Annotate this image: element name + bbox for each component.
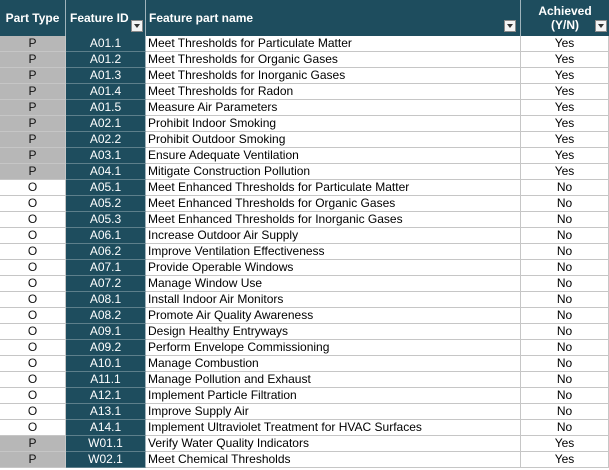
table-row — [0, 452, 609, 468]
achieved-cell[interactable]: Yes — [521, 132, 609, 148]
feature-name-cell[interactable]: Prohibit Indoor Smoking — [146, 116, 521, 132]
part-type-cell[interactable]: P — [0, 84, 66, 100]
feature-id-cell[interactable]: A09.1 — [66, 324, 146, 340]
feature-name-filter-button[interactable] — [504, 20, 516, 32]
feature-id-cell[interactable]: A05.3 — [66, 212, 146, 228]
achieved-cell[interactable]: Yes — [521, 452, 609, 468]
feature-name-cell[interactable]: Verify Water Quality Indicators — [146, 436, 521, 452]
feature-name-cell[interactable]: Promote Air Quality Awareness — [146, 308, 521, 324]
chevron-down-icon — [134, 24, 140, 28]
feature-id-cell[interactable]: A13.1 — [66, 404, 146, 420]
feature-name-cell[interactable]: Install Indoor Air Monitors — [146, 292, 521, 308]
feature-name-cell[interactable]: Ensure Adequate Ventilation — [146, 148, 521, 164]
table-row — [0, 212, 609, 228]
feature-id-cell[interactable]: A09.2 — [66, 340, 146, 356]
feature-name-cell[interactable]: Provide Operable Windows — [146, 260, 521, 276]
feature-name-cell[interactable]: Meet Thresholds for Particulate Matter — [146, 36, 521, 52]
chevron-down-icon — [598, 24, 604, 28]
feature-name-cell[interactable]: Increase Outdoor Air Supply — [146, 228, 521, 244]
feature-name-cell[interactable]: Implement Particle Filtration — [146, 388, 521, 404]
table-row — [0, 292, 609, 308]
part-type-cell[interactable]: O — [0, 340, 66, 356]
feature-name-cell[interactable]: Prohibit Outdoor Smoking — [146, 132, 521, 148]
part-type-cell[interactable]: P — [0, 52, 66, 68]
feature-id-cell[interactable]: A12.1 — [66, 388, 146, 404]
part-type-cell[interactable]: O — [0, 196, 66, 212]
feature-name-cell[interactable]: Improve Ventilation Effectiveness — [146, 244, 521, 260]
feature-id-cell[interactable]: A07.1 — [66, 260, 146, 276]
feature-name-cell[interactable]: Mitigate Construction Pollution — [146, 164, 521, 180]
achieved-cell[interactable]: No — [521, 372, 609, 388]
feature-id-cell[interactable]: A08.1 — [66, 292, 146, 308]
table-row — [0, 36, 609, 52]
header-part-type[interactable] — [0, 0, 66, 36]
feature-name-cell[interactable]: Perform Envelope Commissioning — [146, 340, 521, 356]
part-type-cell[interactable]: O — [0, 180, 66, 196]
header-achieved-sublabel: (Y/N) — [551, 18, 579, 32]
feature-name-cell[interactable]: Meet Thresholds for Organic Gases — [146, 52, 521, 68]
part-type-cell[interactable]: O — [0, 404, 66, 420]
achieved-cell[interactable]: Yes — [521, 84, 609, 100]
feature-name-cell[interactable]: Implement Ultraviolet Treatment for HVAC Surfaces — [146, 420, 521, 436]
part-type-cell[interactable]: P — [0, 148, 66, 164]
header-row — [0, 0, 609, 36]
table-row — [0, 260, 609, 276]
achieved-cell[interactable]: No — [521, 260, 609, 276]
feature-name-cell[interactable]: Meet Enhanced Thresholds for Inorganic Gases — [146, 212, 521, 228]
part-type-cell[interactable]: O — [0, 276, 66, 292]
feature-id-filter-button[interactable] — [131, 20, 143, 32]
header-feature-id[interactable] — [66, 0, 146, 36]
feature-name-cell[interactable]: Measure Air Parameters — [146, 100, 521, 116]
achieved-cell[interactable]: No — [521, 196, 609, 212]
table-row — [0, 372, 609, 388]
feature-id-cell[interactable]: A06.2 — [66, 244, 146, 260]
part-type-cell[interactable]: O — [0, 372, 66, 388]
part-type-cell[interactable]: O — [0, 420, 66, 436]
feature-id-cell[interactable]: A05.2 — [66, 196, 146, 212]
table-row — [0, 132, 609, 148]
table-row — [0, 420, 609, 436]
table-row — [0, 68, 609, 84]
achieved-cell[interactable]: No — [521, 420, 609, 436]
table-row — [0, 276, 609, 292]
header-feature-name-label: Feature part name — [149, 11, 254, 25]
feature-name-cell[interactable]: Meet Thresholds for Radon — [146, 84, 521, 100]
part-type-cell[interactable]: P — [0, 452, 66, 468]
feature-id-cell[interactable]: A05.1 — [66, 180, 146, 196]
feature-name-cell[interactable]: Meet Enhanced Thresholds for Organic Gases — [146, 196, 521, 212]
feature-id-cell[interactable]: A06.1 — [66, 228, 146, 244]
part-type-cell[interactable]: P — [0, 164, 66, 180]
feature-id-cell[interactable]: A01.2 — [66, 52, 146, 68]
achieved-cell[interactable]: Yes — [521, 148, 609, 164]
achieved-cell[interactable]: Yes — [521, 100, 609, 116]
table-row — [0, 356, 609, 372]
part-type-cell[interactable]: O — [0, 244, 66, 260]
table-row — [0, 340, 609, 356]
feature-id-cell[interactable]: A10.1 — [66, 356, 146, 372]
achieved-cell[interactable]: No — [521, 388, 609, 404]
table-row — [0, 52, 609, 68]
achieved-cell[interactable]: Yes — [521, 36, 609, 52]
header-part-type-label: Part Type — [5, 11, 60, 25]
achieved-cell[interactable]: Yes — [521, 436, 609, 452]
table-row — [0, 164, 609, 180]
feature-name-cell[interactable]: Design Healthy Entryways — [146, 324, 521, 340]
feature-name-cell[interactable]: Meet Chemical Thresholds — [146, 452, 521, 468]
achieved-cell[interactable]: No — [521, 324, 609, 340]
chevron-down-icon — [507, 24, 513, 28]
table-row — [0, 116, 609, 132]
header-feature-id-label: Feature ID — [70, 11, 129, 25]
feature-name-cell[interactable]: Manage Combustion — [146, 356, 521, 372]
achieved-cell[interactable]: No — [521, 212, 609, 228]
part-type-cell[interactable]: O — [0, 292, 66, 308]
part-type-cell[interactable]: P — [0, 132, 66, 148]
achieved-cell[interactable]: Yes — [521, 52, 609, 68]
table-row — [0, 308, 609, 324]
table-row — [0, 244, 609, 260]
achieved-cell[interactable]: No — [521, 276, 609, 292]
feature-id-cell[interactable]: A03.1 — [66, 148, 146, 164]
achieved-cell[interactable]: No — [521, 340, 609, 356]
table-row — [0, 436, 609, 452]
feature-id-cell[interactable]: A02.2 — [66, 132, 146, 148]
header-achieved-label: Achieved — [538, 4, 592, 18]
feature-name-cell[interactable]: Manage Pollution and Exhaust — [146, 372, 521, 388]
achieved-cell[interactable]: No — [521, 404, 609, 420]
part-type-cell[interactable]: P — [0, 68, 66, 84]
achieved-cell[interactable]: No — [521, 308, 609, 324]
achieved-cell[interactable]: Yes — [521, 164, 609, 180]
feature-id-cell[interactable]: A01.1 — [66, 36, 146, 52]
table-row — [0, 324, 609, 340]
feature-id-cell[interactable]: W02.1 — [66, 452, 146, 468]
part-type-cell[interactable]: O — [0, 212, 66, 228]
part-type-cell[interactable]: P — [0, 436, 66, 452]
part-type-cell[interactable]: O — [0, 324, 66, 340]
achieved-cell[interactable]: No — [521, 292, 609, 308]
feature-id-cell[interactable]: A14.1 — [66, 420, 146, 436]
table-row — [0, 84, 609, 100]
part-type-cell[interactable]: P — [0, 36, 66, 52]
feature-name-cell[interactable]: Manage Window Use — [146, 276, 521, 292]
header-feature-name[interactable] — [146, 0, 521, 36]
achieved-filter-button[interactable] — [595, 20, 607, 32]
part-type-cell[interactable]: O — [0, 356, 66, 372]
table-row — [0, 388, 609, 404]
feature-id-cell[interactable]: A07.2 — [66, 276, 146, 292]
achieved-cell[interactable]: No — [521, 228, 609, 244]
table-row — [0, 180, 609, 196]
part-type-cell[interactable]: P — [0, 116, 66, 132]
feature-name-cell[interactable]: Improve Supply Air — [146, 404, 521, 420]
feature-id-cell[interactable]: W01.1 — [66, 436, 146, 452]
feature-name-cell[interactable]: Meet Enhanced Thresholds for Particulate Matter — [146, 180, 521, 196]
feature-id-cell[interactable]: A01.3 — [66, 68, 146, 84]
feature-id-cell[interactable]: A01.5 — [66, 100, 146, 116]
table-body — [0, 36, 609, 468]
achieved-cell[interactable]: Yes — [521, 116, 609, 132]
table-row — [0, 404, 609, 420]
feature-id-cell[interactable]: A04.1 — [66, 164, 146, 180]
header-achieved[interactable] — [521, 0, 609, 36]
feature-id-cell[interactable]: A11.1 — [66, 372, 146, 388]
table-row — [0, 228, 609, 244]
part-type-cell[interactable]: O — [0, 260, 66, 276]
feature-id-cell[interactable]: A01.4 — [66, 84, 146, 100]
part-type-cell[interactable]: O — [0, 228, 66, 244]
table-row — [0, 196, 609, 212]
achieved-cell[interactable]: No — [521, 180, 609, 196]
part-type-cell[interactable]: O — [0, 388, 66, 404]
part-type-cell[interactable]: O — [0, 308, 66, 324]
table-row — [0, 148, 609, 164]
feature-id-cell[interactable]: A02.1 — [66, 116, 146, 132]
feature-id-cell[interactable]: A08.2 — [66, 308, 146, 324]
feature-name-cell[interactable]: Meet Thresholds for Inorganic Gases — [146, 68, 521, 84]
part-type-cell[interactable]: P — [0, 100, 66, 116]
achieved-cell[interactable]: No — [521, 356, 609, 372]
achieved-cell[interactable]: No — [521, 244, 609, 260]
table-row — [0, 100, 609, 116]
achieved-cell[interactable]: Yes — [521, 68, 609, 84]
